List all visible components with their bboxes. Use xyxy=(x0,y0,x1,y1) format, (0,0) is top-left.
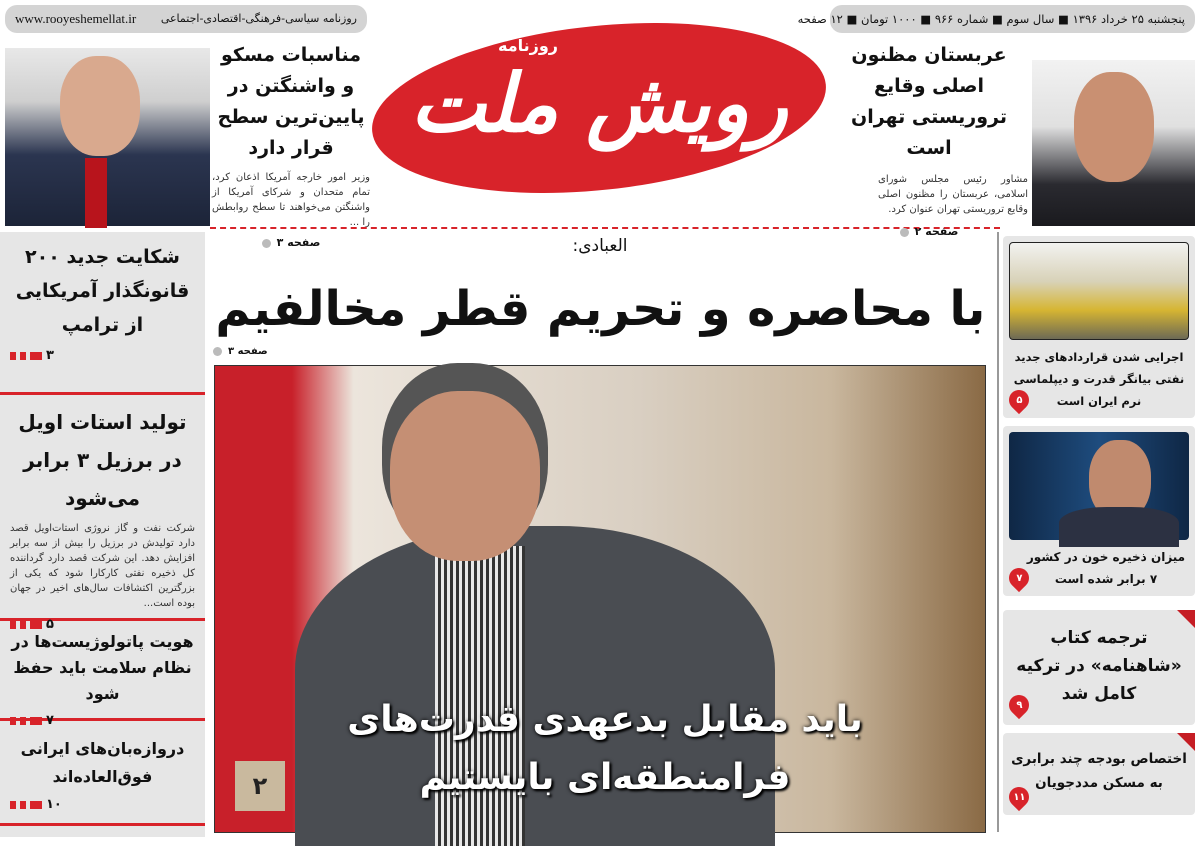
page-marker xyxy=(10,797,195,812)
headline: دروازه‌بان‌های ایرانی فوق‌العاده‌اند xyxy=(20,739,185,786)
lead-page-ref: صفحه ۳ xyxy=(213,346,268,357)
headline: اجرایی شدن قراردادهای جدید نفتی بیانگر قدرت و دیپلماسی نرم ایران است xyxy=(1013,350,1185,408)
headline: اختصاص بودجه چند برابری به مسکن مددجویان xyxy=(1011,751,1187,791)
photo-page-badge: ۲ xyxy=(235,761,285,811)
refinery-photo xyxy=(1009,242,1189,340)
page-number: ۷ xyxy=(46,713,54,728)
corner-flag-icon xyxy=(1177,610,1195,628)
newspaper-logo xyxy=(368,8,830,198)
issue-info-bar: پنجشنبه ۲۵ خرداد ۱۳۹۶ ■ سال سوم ■ شماره ۹۶۶ ■ ۱۰۰۰ تومان ■ ۱۲ صفحه xyxy=(830,5,1195,33)
corner-flag-icon xyxy=(1177,733,1195,751)
right-story-3[interactable] xyxy=(1003,610,1195,725)
lead-kicker: العبادی: xyxy=(572,236,628,256)
page-ref: صفحه ۳ xyxy=(212,236,370,249)
minister-photo xyxy=(1009,432,1189,540)
top-right-photo xyxy=(1032,60,1195,226)
headline: عربستان مظنون اصلی وقایع تروریستی تهران است xyxy=(851,44,1007,159)
page-ref: صفحه ۲ xyxy=(830,225,1028,238)
headline: میزان ذخیره خون در کشور ۷ برابر شده است xyxy=(1026,550,1186,586)
page-marker xyxy=(10,348,195,363)
right-story-4[interactable] xyxy=(1003,733,1195,815)
lead-headline-wrap xyxy=(210,274,990,346)
right-story-1[interactable] xyxy=(1003,236,1195,418)
photo-caption xyxy=(305,691,905,807)
page-number: ۳ xyxy=(46,348,54,363)
page-number: ۷ xyxy=(1015,572,1023,584)
caption-line-2: فرامنطقه‌ای بایستیم xyxy=(419,757,791,798)
right-column xyxy=(1003,236,1195,815)
caption-line-1: باید مقابل بدعهدی قدرت‌های xyxy=(347,699,863,740)
summary: وزیر امور خارجه آمریکا اذعان کرد، تمام متحدان و شرکای آمریکا از واشنگتن می‌خواهند تا سطح روابطش را ... xyxy=(212,172,370,228)
paper-type: روزنامه سیاسی-فرهنگی-اقتصادی-اجتماعی xyxy=(160,12,357,25)
headline: ترجمه کتاب «شاهنامه» در ترکیه کامل شد xyxy=(1016,628,1182,704)
left-story-3[interactable] xyxy=(0,621,205,728)
page-number: ۱۰ xyxy=(46,797,62,812)
website-link[interactable]: www.rooyeshemellat.ir xyxy=(15,11,137,26)
left-column xyxy=(0,232,205,837)
summary: مشاور رئیس مجلس شورای اسلامی، عربستان را مظنون اصلی وقایع تروریستی تهران عنوان کرد. xyxy=(878,174,1028,215)
top-left-story[interactable] xyxy=(212,40,370,249)
headline: تولید استات اویل در برزیل ۳ برابر می‌شود xyxy=(18,410,187,510)
lead-headline[interactable]: با محاصره و تحریم قطر مخالفیم xyxy=(215,281,985,337)
left-story-2[interactable] xyxy=(0,395,205,632)
left-story-4[interactable] xyxy=(0,721,205,826)
headline: شکایت جدید ۲۰۰ قانونگذار آمریکایی از ترامپ xyxy=(15,246,190,336)
right-story-2[interactable] xyxy=(1003,426,1195,596)
left-story-1[interactable] xyxy=(0,232,205,395)
logo-text: رویش ملت xyxy=(410,56,788,150)
headline: مناسبات مسکو و واشنگتن در پایین‌ترین سطح قرار دارد xyxy=(217,44,365,159)
top-right-story[interactable] xyxy=(830,40,1028,238)
page-number: ۵ xyxy=(46,617,54,632)
logo-prefix: روزنامه xyxy=(498,36,558,55)
page-number: ۵ xyxy=(1015,394,1023,406)
page-number: ۱۱ xyxy=(1012,791,1026,803)
headline: هویت پاتولوژیست‌ها در نظام سلامت باید حفظ شود xyxy=(11,632,194,703)
masthead-left-bar xyxy=(5,5,367,33)
lead-photo xyxy=(214,365,986,833)
page-number: ۹ xyxy=(1015,699,1023,711)
summary: شرکت نفت و گاز نروژی استات‌اویل قصد دارد تولیدش در برزیل را بیش از سه برابر افزایش دهد. این شرکت قصد دارد گرداننده کل ذخیره نفتی کارکارا شود که یکی از بزرگترین اکتشافات سال‌های اخیر در جهان بوده است... xyxy=(10,523,195,609)
top-left-photo xyxy=(5,48,210,226)
column-rule xyxy=(997,232,999,832)
